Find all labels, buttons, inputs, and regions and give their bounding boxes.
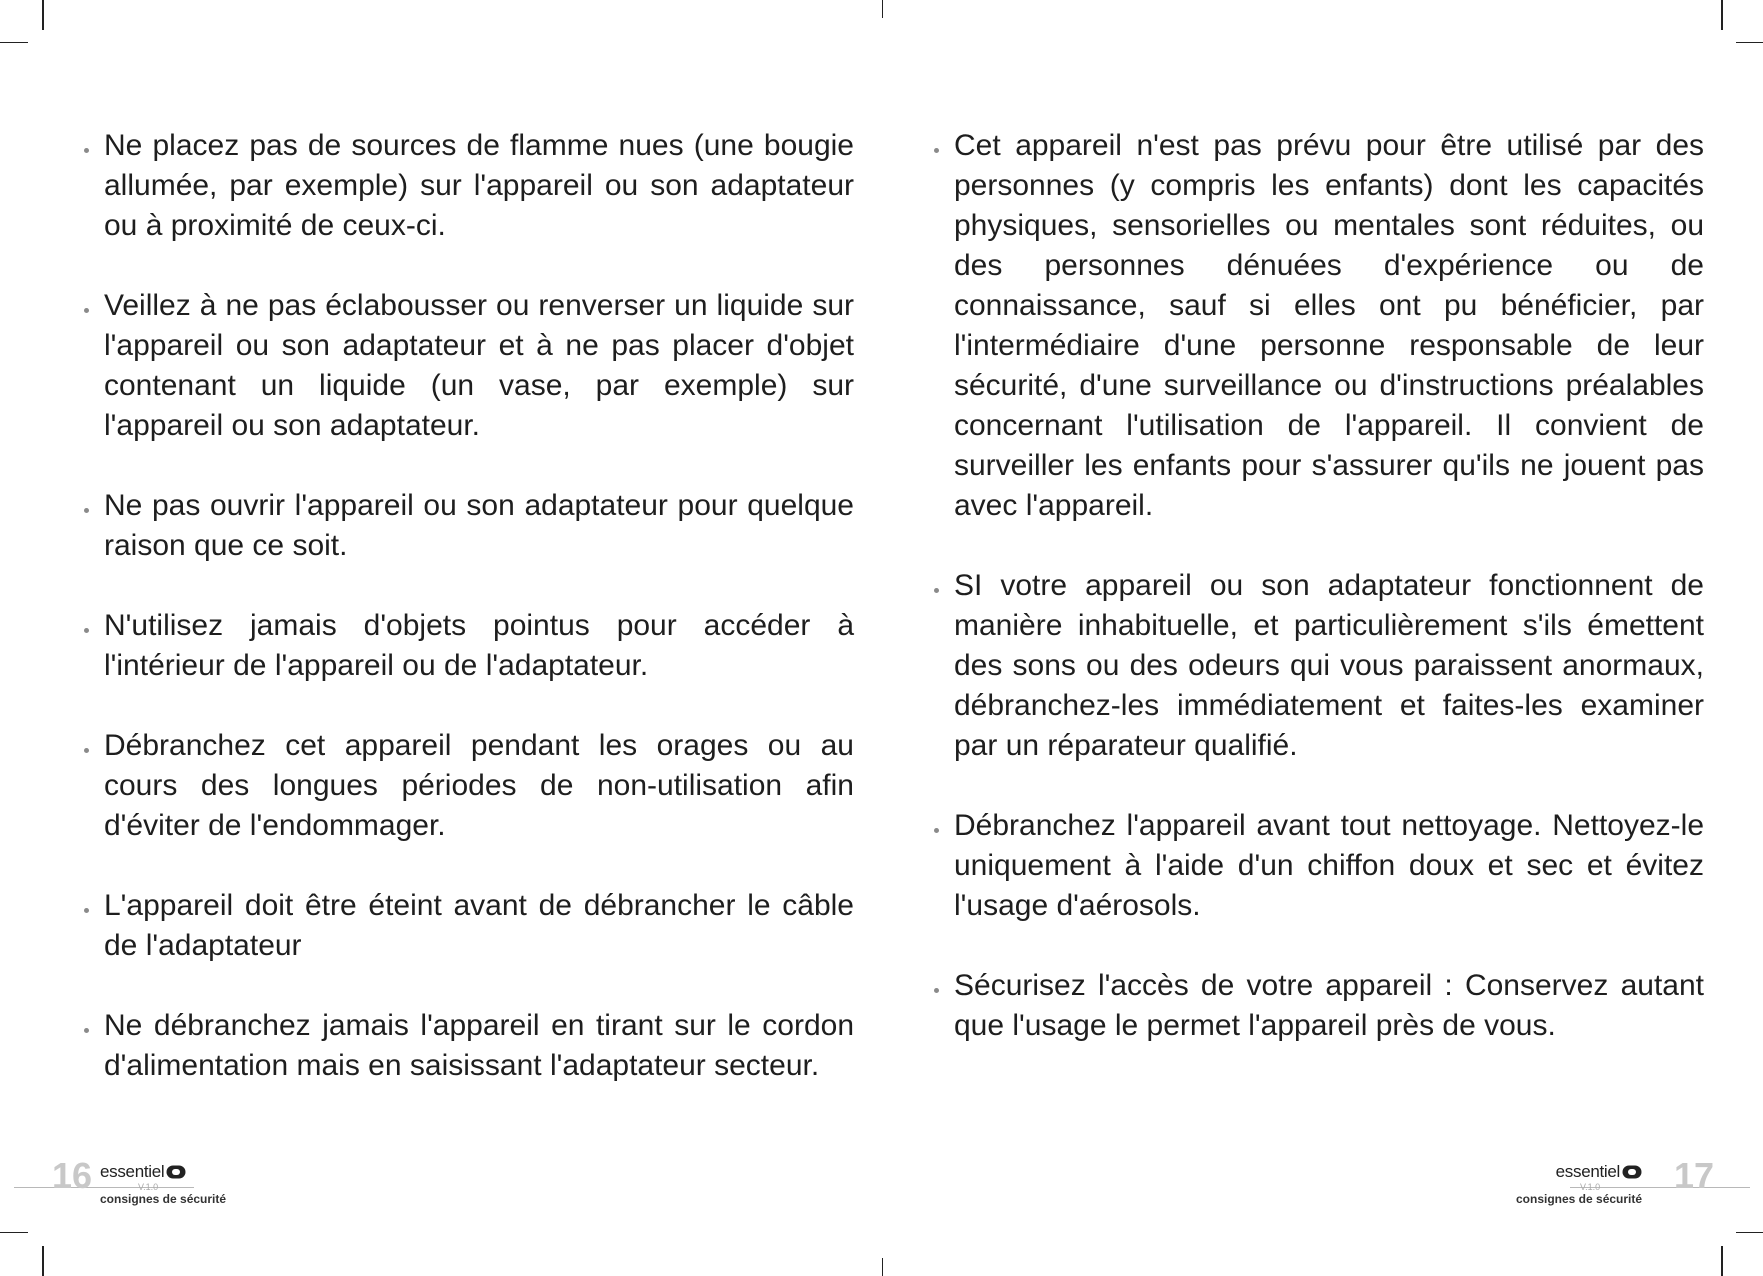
version-label: V.1.0 [138, 1182, 159, 1192]
bullet-text: SI votre appareil ou son adaptateur fonctionnent de manière inhabituelle, et particulièrement s'ils émettent des sons ou des odeurs qui vous paraissent anormaux, débranchez-les immédiatement et faites-les examiner par un réparateur qualifié. [954, 569, 1704, 762]
brand-b-icon [166, 1165, 186, 1179]
bullet-icon [84, 508, 89, 513]
bullet-icon [934, 148, 939, 153]
right-page-content [934, 126, 1704, 1086]
bullet-icon [934, 988, 939, 993]
crop-mark [1736, 1232, 1763, 1233]
crop-mark [42, 1246, 44, 1276]
list-item [934, 966, 1704, 1046]
bullet-text: L'appareil doit être éteint avant de débrancher le câble de l'adaptateur [104, 889, 854, 962]
bullet-text: Débranchez cet appareil pendant les orages ou au cours des longues périodes de non-utilisation afin d'éviter de l'endommager. [104, 729, 854, 842]
section-label: consignes de sécurité [1516, 1192, 1643, 1206]
bullet-text: Sécurisez l'accès de votre appareil : Conservez autant que l'usage le permet l'appareil près de vous. [954, 969, 1704, 1042]
bullet-text: Ne pas ouvrir l'appareil ou son adaptateur pour quelque raison que ce soit. [104, 489, 854, 562]
brand-name: essentiel [1555, 1162, 1621, 1181]
bullet-icon [84, 748, 89, 753]
brand-name: essentiel [100, 1162, 165, 1181]
bullet-text: Débranchez l'appareil avant tout nettoyage. Nettoyez-le uniquement à l'aide d'un chiffon doux et sec et évitez l'usage d'aérosols. [954, 809, 1704, 922]
crop-mark [882, 1258, 883, 1276]
bullet-text: Ne débranchez jamais l'appareil en tirant sur le cordon d'alimentation mais en saisissant l'adaptateur secteur. [104, 1009, 854, 1082]
list-item [84, 286, 854, 446]
crop-mark [0, 1232, 28, 1233]
bullet-icon [84, 1028, 89, 1033]
crop-mark [0, 42, 28, 43]
list-item [84, 726, 854, 846]
bullet-text: Veillez à ne pas éclabousser ou renverser un liquide sur l'appareil ou son adaptateur et à ne pas placer d'objet contenant un liquide (un vase, par exemple) sur l'appareil ou son adaptateur. [104, 289, 854, 442]
bullet-text: N'utilisez jamais d'objets pointus pour accéder à l'intérieur de l'appareil ou de l'adaptateur. [104, 609, 854, 682]
crop-mark [1721, 0, 1723, 30]
version-label: V.1.0 [1580, 1182, 1601, 1192]
bullet-icon [934, 828, 939, 833]
list-item [84, 1006, 854, 1086]
page-number-left: 16 [52, 1155, 93, 1196]
crop-mark [42, 0, 44, 30]
brand-logo [100, 1162, 226, 1182]
brand-logo [1516, 1162, 1642, 1182]
left-page-content [84, 126, 854, 1126]
footer-brand-left [100, 1162, 226, 1206]
section-label: consignes de sécurité [100, 1192, 227, 1206]
bullet-icon [84, 148, 89, 153]
bullet-text: Cet appareil n'est pas prévu pour être utilisé par des personnes (y compris les enfants) dont les capacités physiques, sensorielles ou mentales sont réduites, ou des personnes dénuées d'expérience ou de connaissance, sauf si elles ont pu bénéficier, par l'intermédiaire d'une personne responsable de leur sécurité, d'une surveillance ou d'instructions préalables concernant l'utilisation de l'appareil. Il convient de surveiller les enfants pour s'assurer qu'ils ne jouent pas avec l'appareil. [954, 129, 1704, 522]
crop-mark [1736, 42, 1763, 43]
bullet-text: Ne placez pas de sources de flamme nues (une bougie allumée, par exemple) sur l'appareil ou son adaptateur ou à proximité de ceux-ci. [104, 129, 854, 242]
bullet-icon [84, 628, 89, 633]
crop-mark [1721, 1246, 1723, 1276]
footer-brand-right [1516, 1162, 1642, 1206]
list-item [84, 126, 854, 246]
crop-mark [882, 0, 883, 18]
brand-b-icon [1622, 1165, 1642, 1179]
list-item [934, 806, 1704, 926]
page-number-right: 17 [1674, 1155, 1715, 1196]
bullet-icon [84, 308, 89, 313]
list-item [934, 566, 1704, 766]
list-item [84, 486, 854, 566]
list-item [84, 886, 854, 966]
list-item [934, 126, 1704, 526]
bullet-icon [934, 588, 939, 593]
bullet-icon [84, 908, 89, 913]
list-item [84, 606, 854, 686]
